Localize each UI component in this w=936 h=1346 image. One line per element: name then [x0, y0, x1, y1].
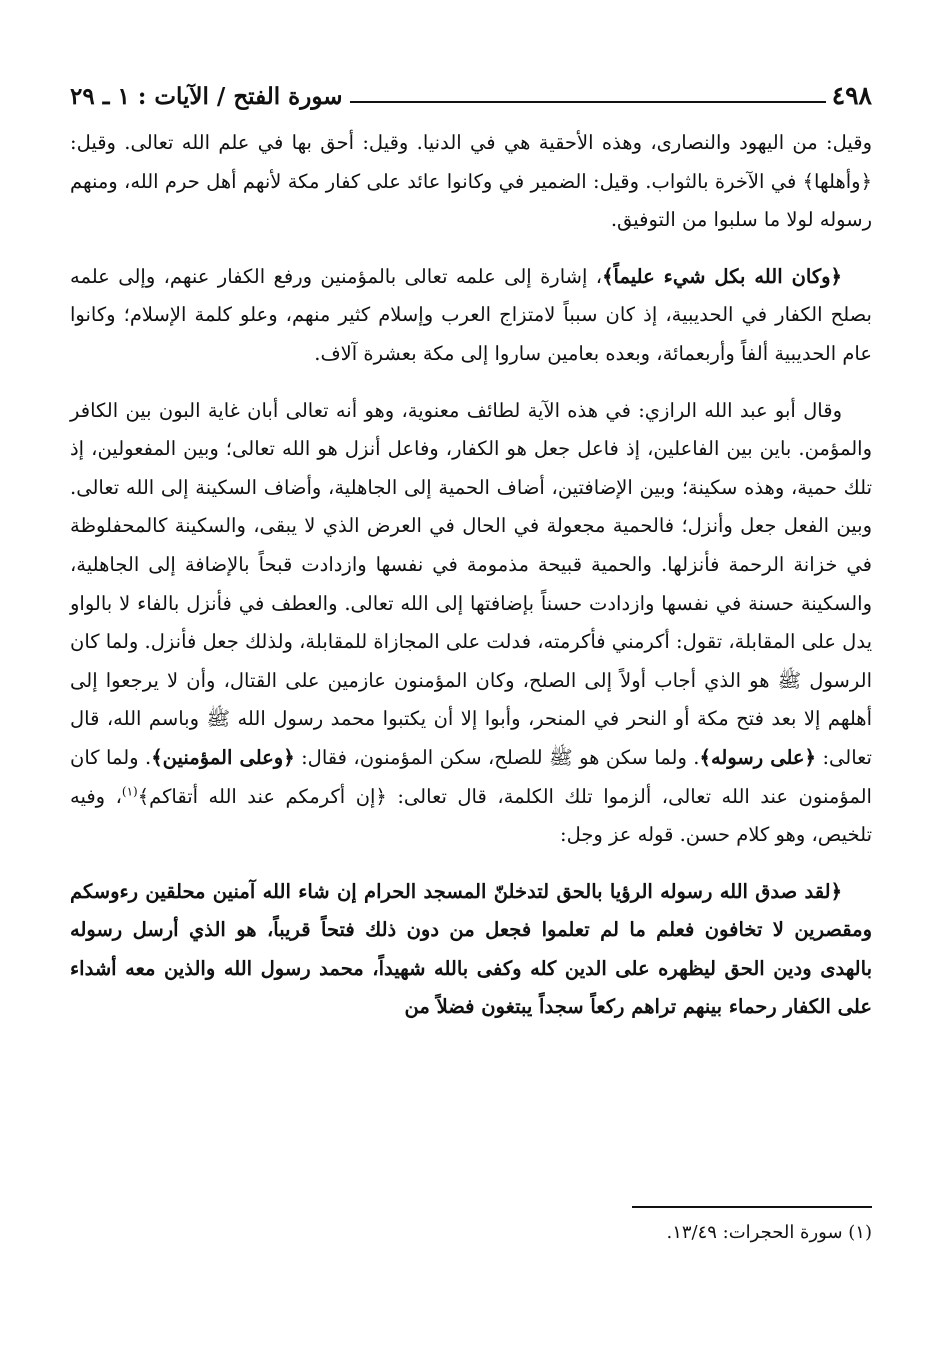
- quran-quote: ﴿وكان الله بكل شيء عليماً﴾: [602, 264, 842, 288]
- verse-block: ﴿لقد صدق الله رسوله الرؤيا بالحق لتدخلنّ المسجد الحرام إن شاء الله آمنين محلقين رءوسكم ومقصرين لا تخافون فعلم ما لم تعلموا فجعل من دون ذلك فتحاً قريباً، هو الذي أرسل رسوله بالهدى ودين الحق ليظهره على الدين كله وكفى بالله شهيداً، محمد رسول الله والذين معه أشداء على الكفار رحماء بينهم تراهم ركعاً سجداً يبتغون فضلاً من: [70, 879, 872, 1019]
- running-header: [70, 72, 872, 110]
- quran-quote-plain: ﴿إن أكرمكم عند الله أتقاكم﴾: [137, 784, 387, 808]
- main-text: [70, 124, 872, 1027]
- paragraph-1: وقيل: من اليهود والنصارى، وهذه الأحقية هي في الدنيا. وقيل: أحق بها في علم الله تعالى. وقيل: ﴿وأهلها﴾ في الآخرة بالثواب. وقيل: الضمير في وكانوا عائد على كفار مكة لأنهم أهل حرم الله، ومنهم رسوله لولا ما سلبوا من التوفيق.: [70, 131, 872, 232]
- paragraph-3: [70, 392, 872, 855]
- running-title: سورة الفتح / الآيات : ١ ـ ٢٩: [70, 83, 343, 110]
- paragraph-2-text: ، إشارة إلى علمه تعالى بالمؤمنين ورفع الكفار عنهم، وإلى علمه بصلح الكفار في الحديبية، إذ كان سبباً لامتزاج العرب وإسلام كثير منهم، وعلو كلمة الإسلام؛ وكانوا عام الحديبية ألفاً وأربعمائة، وبعده بعامين ساروا إلى مكة بعشرة آلاف.: [70, 264, 872, 365]
- paragraph-3-text-a: وقال أبو عبد الله الرازي: في هذه الآية لطائف معنوية، وهو أنه تعالى أبان غاية البون بين الكافر والمؤمن. باين بين الفاعلين، إذ فاعل جعل هو الكفار، وفاعل أنزل هو الله تعالى؛ وبين المفعولين، إذ تلك حمية، وهذه سكينة؛ وبين الإضافتين، أضاف الحمية إلى الجاهلية، وأضاف السكينة إلى الله تعالى. وبين الفعل جعل وأنزل؛ فالحمية مجعولة في الحال في العرض الذي لا يبقى، والسكينة كالمحفلوظة في خزانة الرحمة فأنزلها. والحمية قبيحة مذمومة في نفسها وازدادت قبحاً بالإضافة إلى الجاهلية، والسكينة حسنة في نفسها وازدادت حسناً بإضافتها إلى الله تعالى. والعطف في فأنزل بالفاء لا بالواو يدل على المقابلة، تقول: أكرمني فأكرمته، فدلت على المجازاة للمقابلة، ولذلك جعل فأنزل. ولما كان الرسول ﷺ هو الذي أجاب أولاً إلى الصلح، وكان المؤمنون عازمين على القتال، وأن لا يرجعوا إلى أهلهم إلا بعد فتح مكة أو النحر في المنحر، وأبوا إلا أن يكتبوا محمد رسول الله ﷺ وباسم الله، قال تعالى:: [70, 398, 872, 769]
- footnote: (١) سورة الحجرات: ١٣/٤٩.: [666, 1222, 872, 1243]
- paragraph-2: [70, 258, 872, 374]
- quran-quote: ﴿وعلى المؤمنين﴾: [151, 745, 295, 769]
- paragraph-3-text-c: . ولما كان المؤمنون عند الله تعالى، ألزموا تلك الكلمة، قال تعالى:: [70, 745, 872, 808]
- header-rule: [350, 101, 825, 103]
- footnote-divider: [632, 1206, 872, 1208]
- page-number: ٤٩٨: [831, 81, 872, 110]
- quran-quote: ﴿على رسوله﴾: [699, 745, 816, 769]
- footnote-marker: (١): [121, 784, 138, 798]
- paragraph-3-text-d: ، وفيه تلخيص، وهو كلام حسن. قوله عز وجل:: [70, 784, 872, 847]
- paragraph-3-text-b: . ولما سكن هو ﷺ للصلح، سكن المؤمنون، فقال:: [301, 745, 700, 769]
